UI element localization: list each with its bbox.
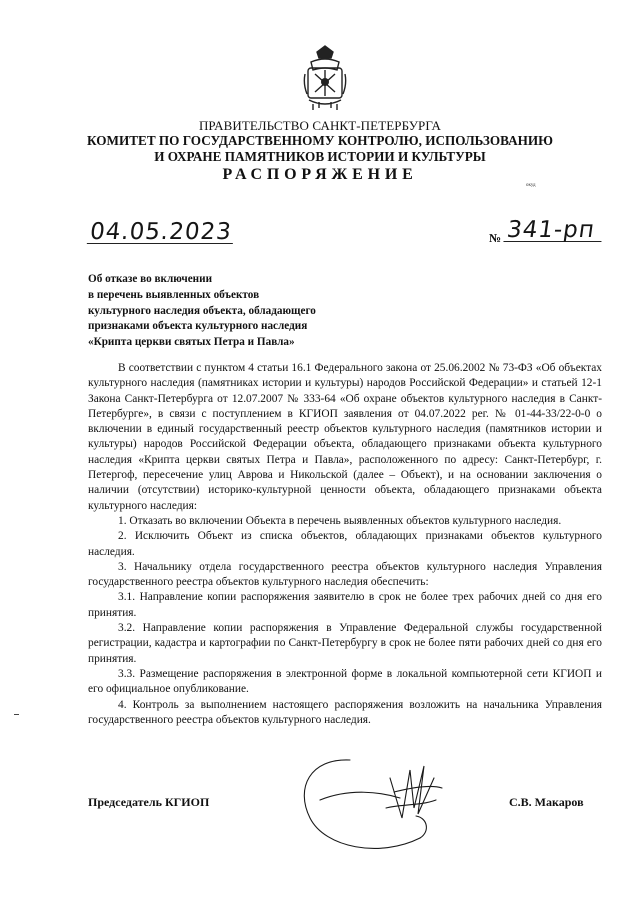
signatory-name: С.В. Макаров: [509, 795, 584, 809]
clause-4: 4. Контроль за выполнением настоящего распоряжения возложить на начальника Управления государственного реестра объектов культурного наследия.: [88, 698, 602, 726]
clause-3-1: 3.1. Направление копии распоряжения заявителю в срок не более трех рабочих дней со дня его принятия.: [88, 591, 602, 619]
document-date: 04.05.2023: [88, 219, 234, 245]
handwritten-signature: [290, 748, 450, 868]
subject-line: признаками объекта культурного наследия: [88, 320, 308, 333]
number-label: №: [489, 231, 502, 245]
document-type-title: РАСПОРЯЖЕНИЕ: [222, 166, 418, 183]
clause-2: 2. Исключить Объект из списка объектов, обладающих признаками объектов культурного наследия.: [88, 530, 602, 558]
committee-name-line2: И ОХРАНЕ ПАМЯТНИКОВ ИСТОРИИ И КУЛЬТУРЫ: [154, 149, 486, 164]
clause-1: 1. Отказать во включении Объекта в перечень выявленных объектов культурного наследия.: [118, 514, 562, 527]
clause-3: 3. Начальнику отдела государственного реестра объектов культурного наследия Управления государственного реестра объектов культурного наследия обеспечить:: [88, 560, 602, 589]
form-code-mark: окуд: [526, 183, 536, 188]
subject-line: Об отказе во включении: [88, 273, 213, 285]
preamble-paragraph: В соответствии с пунктом 4 статьи 16.1 Федерального закона от 25.06.2002 № 73-ФЗ «Об объектах культурного наследия (памятниках истории и культуры) народов Российской Федерации» и статьей 12-1 Закона Санкт-Петербурга от 12.07.2007 № 333-64 «Об охране объектов культурного наследия в Санкт-Петербурге», в связи с поступлением в КГИОП заявления от 04.07.2022 рег. № 01-44-33/22-0-0 о включении в единый государственный реестр объектов культурного наследия (памятников истории и культуры) народов Российской Федерации объекта, обладающего признаками объекта культурного наследия «Крипта церкви святых Петра и Павла», расположенного по адресу: Санкт-Петербург, г. Петергоф, пересечение улиц Аврова и Никольской (далее – Объект), и на основании заключения о наличии (отсутствии) историко-культурной ценности объекта, обладающего признаками объекта культурного наследия:: [88, 362, 602, 512]
margin-mark: [14, 714, 19, 715]
committee-name-line1: КОМИТЕТ ПО ГОСУДАРСТВЕННОМУ КОНТРОЛЮ, ИСПОЛЬЗОВАНИЮ: [87, 133, 553, 148]
document-subject: [88, 272, 316, 351]
document-body: [88, 361, 602, 728]
government-name: ПРАВИТЕЛЬСТВО САНКТ-ПЕТЕРБУРГА: [198, 118, 442, 133]
subject-line: культурного наследия объекта, обладающего: [88, 304, 316, 317]
clause-3-3: 3.3. Размещение распоряжения в электронной форме в локальной компьютерной сети КГИОП и его официальное опубликование.: [88, 667, 602, 696]
subject-line: «Крипта церкви святых Петра и Павла»: [88, 336, 295, 349]
subject-line: в перечень выявленных объектов: [88, 288, 260, 301]
coat-of-arms-emblem: [303, 44, 347, 112]
signatory-position: Председатель КГИОП: [88, 795, 210, 809]
clause-3-2: 3.2. Направление копии распоряжения в Управление Федеральной службы государственной регистрации, кадастра и картографии по Санкт-Петербургу в срок не более пяти рабочих дней со дня его принятия.: [88, 622, 602, 665]
document-number: 341-рп: [503, 219, 604, 242]
